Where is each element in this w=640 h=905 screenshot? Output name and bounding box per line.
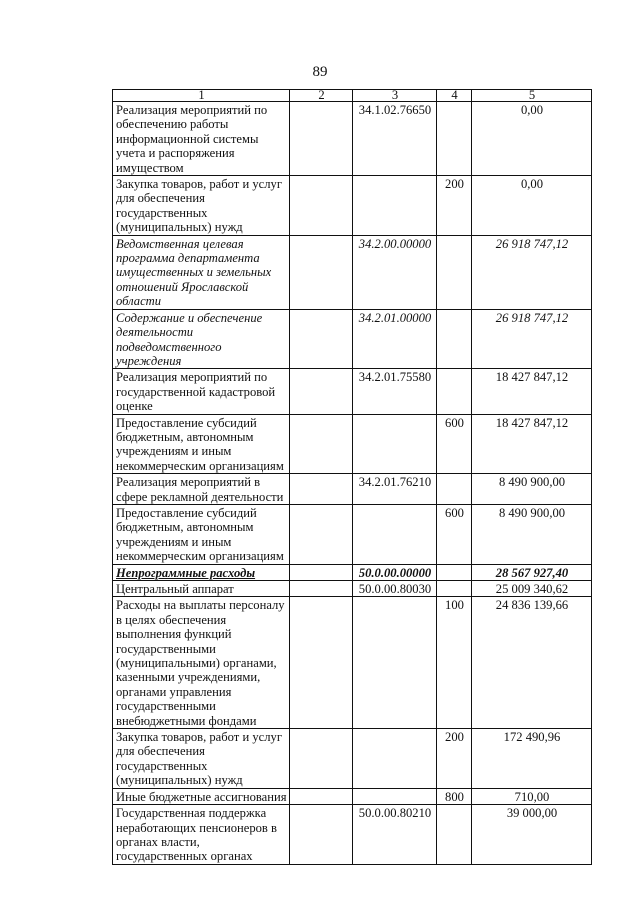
row-col2-cell — [290, 564, 353, 580]
row-col2-cell — [290, 176, 353, 236]
row-expense-type-cell — [437, 235, 472, 309]
row-name-cell: Реализация мероприятий по государственной кадастровой оценке — [113, 369, 290, 414]
table-row — [113, 581, 592, 597]
table-row — [113, 597, 592, 729]
row-code-cell: 34.2.01.76210 — [353, 474, 437, 505]
row-col2-cell — [290, 581, 353, 597]
table-row — [113, 235, 592, 309]
row-amount-cell: 0,00 — [472, 102, 592, 176]
row-name-cell: Непрограммные расходы — [113, 564, 290, 580]
table-row — [113, 176, 592, 236]
row-expense-type-cell: 200 — [437, 729, 472, 789]
row-code-cell — [353, 788, 437, 804]
table-row — [113, 369, 592, 414]
row-code-cell: 50.0.00.80210 — [353, 805, 437, 865]
row-expense-type-cell — [437, 474, 472, 505]
row-code-cell: 50.0.00.80030 — [353, 581, 437, 597]
row-col2-cell — [290, 504, 353, 564]
row-col2-cell — [290, 102, 353, 176]
row-expense-type-cell: 100 — [437, 597, 472, 729]
row-code-cell: 34.2.01.75580 — [353, 369, 437, 414]
table-row — [113, 805, 592, 865]
row-amount-cell: 28 567 927,40 — [472, 564, 592, 580]
row-name-cell: Реализация мероприятий в сфере рекламной деятельности — [113, 474, 290, 505]
row-code-cell — [353, 176, 437, 236]
row-name-cell: Закупка товаров, работ и услуг для обеспечения государственных (муниципальных) нужд — [113, 729, 290, 789]
row-amount-cell: 710,00 — [472, 788, 592, 804]
row-code-cell — [353, 729, 437, 789]
row-col2-cell — [290, 805, 353, 865]
row-code-cell — [353, 414, 437, 474]
row-name-cell: Центральный аппарат — [113, 581, 290, 597]
row-amount-cell: 26 918 747,12 — [472, 235, 592, 309]
table-row — [113, 504, 592, 564]
row-name-cell: Расходы на выплаты персоналу в целях обеспечения выполнения функций государственными (муниципальными) органами, казенными учреждениями, органами управления государственными внебюджетными фондами — [113, 597, 290, 729]
row-amount-cell: 8 490 900,00 — [472, 474, 592, 505]
row-amount-cell: 24 836 139,66 — [472, 597, 592, 729]
page-number: 89 — [312, 64, 328, 80]
row-expense-type-cell — [437, 369, 472, 414]
row-col2-cell — [290, 597, 353, 729]
row-expense-type-cell — [437, 581, 472, 597]
row-amount-cell: 25 009 340,62 — [472, 581, 592, 597]
row-amount-cell: 18 427 847,12 — [472, 414, 592, 474]
row-col2-cell — [290, 309, 353, 369]
row-name-cell: Иные бюджетные ассигнования — [113, 788, 290, 804]
column-header-3: 3 — [353, 90, 437, 102]
table-row — [113, 102, 592, 176]
row-code-cell: 34.2.00.00000 — [353, 235, 437, 309]
row-name-cell: Закупка товаров, работ и услуг для обеспечения государственных (муниципальных) нужд — [113, 176, 290, 236]
row-col2-cell — [290, 235, 353, 309]
column-header-4: 4 — [437, 90, 472, 102]
row-amount-cell: 18 427 847,12 — [472, 369, 592, 414]
row-name-cell: Содержание и обеспечение деятельности подведомственного учреждения — [113, 309, 290, 369]
row-code-cell: 50.0.00.00000 — [353, 564, 437, 580]
row-col2-cell — [290, 474, 353, 505]
row-col2-cell — [290, 369, 353, 414]
table-row — [113, 414, 592, 474]
table-header-row — [113, 90, 592, 102]
row-code-cell — [353, 504, 437, 564]
column-header-5: 5 — [472, 90, 592, 102]
table-body — [113, 102, 592, 865]
table-row — [113, 788, 592, 804]
row-name-cell: Предоставление субсидий бюджетным, автономным учреждениям и иным некоммерческим организациям — [113, 504, 290, 564]
row-expense-type-cell: 800 — [437, 788, 472, 804]
row-expense-type-cell — [437, 564, 472, 580]
column-header-2: 2 — [290, 90, 353, 102]
table-row — [113, 474, 592, 505]
row-amount-cell: 0,00 — [472, 176, 592, 236]
row-expense-type-cell: 200 — [437, 176, 472, 236]
row-col2-cell — [290, 414, 353, 474]
row-name-cell: Реализация мероприятий по обеспечению работы информационной системы учета и распоряжения имуществом — [113, 102, 290, 176]
row-amount-cell: 172 490,96 — [472, 729, 592, 789]
row-amount-cell: 39 000,00 — [472, 805, 592, 865]
row-amount-cell: 8 490 900,00 — [472, 504, 592, 564]
row-expense-type-cell — [437, 805, 472, 865]
row-code-cell — [353, 597, 437, 729]
row-amount-cell: 26 918 747,12 — [472, 309, 592, 369]
row-expense-type-cell: 600 — [437, 504, 472, 564]
row-col2-cell — [290, 729, 353, 789]
row-name-cell: Предоставление субсидий бюджетным, автономным учреждениям и иным некоммерческим организациям — [113, 414, 290, 474]
row-name-cell: Ведомственная целевая программа департамента имущественных и земельных отношений Ярославской области — [113, 235, 290, 309]
table-row — [113, 729, 592, 789]
row-expense-type-cell — [437, 102, 472, 176]
row-name-cell: Государственная поддержка неработающих пенсионеров в органах власти, государственных органах — [113, 805, 290, 865]
row-expense-type-cell — [437, 309, 472, 369]
budget-table — [112, 89, 592, 865]
row-expense-type-cell: 600 — [437, 414, 472, 474]
table-row — [113, 309, 592, 369]
table-row — [113, 564, 592, 580]
row-code-cell: 34.1.02.76650 — [353, 102, 437, 176]
row-code-cell: 34.2.01.00000 — [353, 309, 437, 369]
column-header-1: 1 — [113, 90, 290, 102]
row-col2-cell — [290, 788, 353, 804]
